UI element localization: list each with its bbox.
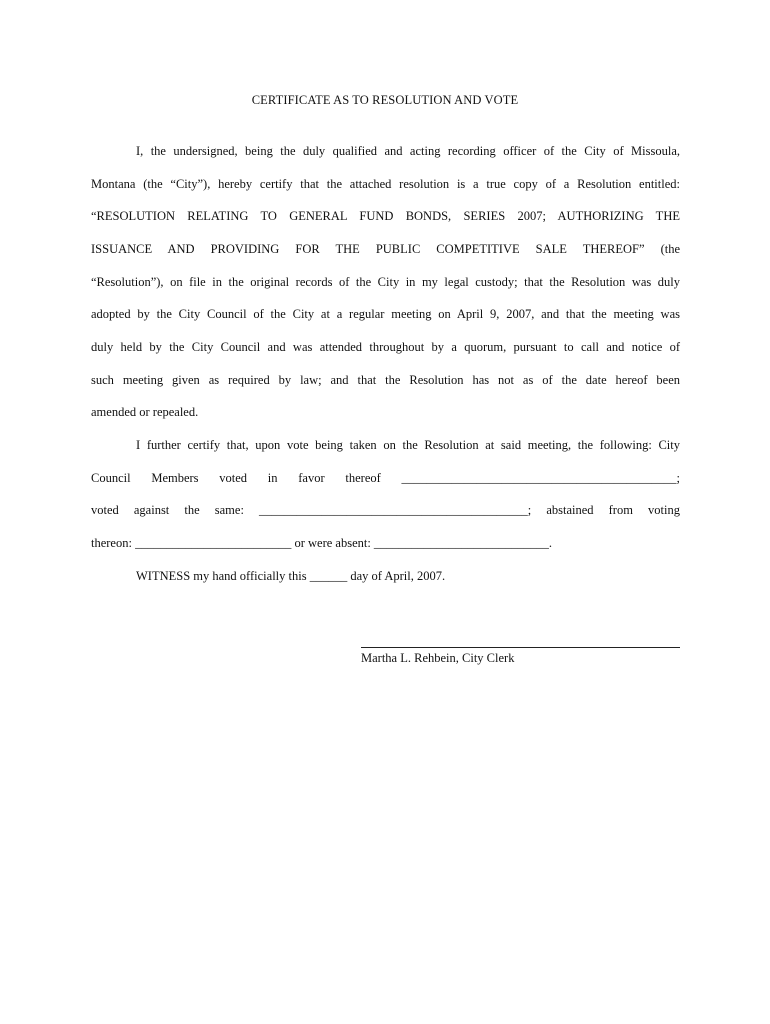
paragraph1-line-3: “RESOLUTION RELATING TO GENERAL FUND BONDS, SERIES 2007; AUTHORIZING THE bbox=[91, 209, 680, 223]
signature-line bbox=[361, 647, 680, 648]
paragraph1-line-4: ISSUANCE AND PROVIDING FOR THE PUBLIC COMPETITIVE SALE THEREOF” (the bbox=[91, 242, 680, 256]
paragraph1-line-7: duly held by the City Council and was attended throughout by a quorum, pursuant to call and notice of bbox=[91, 340, 680, 354]
paragraph2-line-3: voted against the same: ___________________________________________; abstained from voting bbox=[91, 503, 680, 517]
witness-line: WITNESS my hand officially this ______ day of April, 2007. bbox=[136, 569, 446, 583]
paragraph1-line-5: “Resolution”), on file in the original records of the City in my legal custody; that the Resolution was duly bbox=[91, 275, 680, 289]
paragraph1-line-8: such meeting given as required by law; and that the Resolution has not as of the date hereof been bbox=[91, 373, 680, 387]
document-title: CERTIFICATE AS TO RESOLUTION AND VOTE bbox=[251, 93, 519, 107]
signatory-name: Martha L. Rehbein, City Clerk bbox=[361, 651, 515, 665]
paragraph1-line-1: I, the undersigned, being the duly qualified and acting recording officer of the City of Missoula, bbox=[136, 144, 680, 158]
paragraph2-line-4: thereon: _________________________ or were absent: ____________________________. bbox=[91, 536, 553, 550]
paragraph1-line-6: adopted by the City Council of the City at a regular meeting on April 9, 2007, and that the meeting was bbox=[91, 307, 680, 321]
paragraph1-line-9: amended or repealed. bbox=[91, 405, 199, 419]
paragraph1-line-2: Montana (the “City”), hereby certify that the attached resolution is a true copy of a Resolution entitled: bbox=[91, 177, 680, 191]
paragraph2-line-2: Council Members voted in favor thereof ____________________________________________; bbox=[91, 471, 680, 485]
paragraph2-line-1: I further certify that, upon vote being taken on the Resolution at said meeting, the following: City bbox=[136, 438, 680, 452]
